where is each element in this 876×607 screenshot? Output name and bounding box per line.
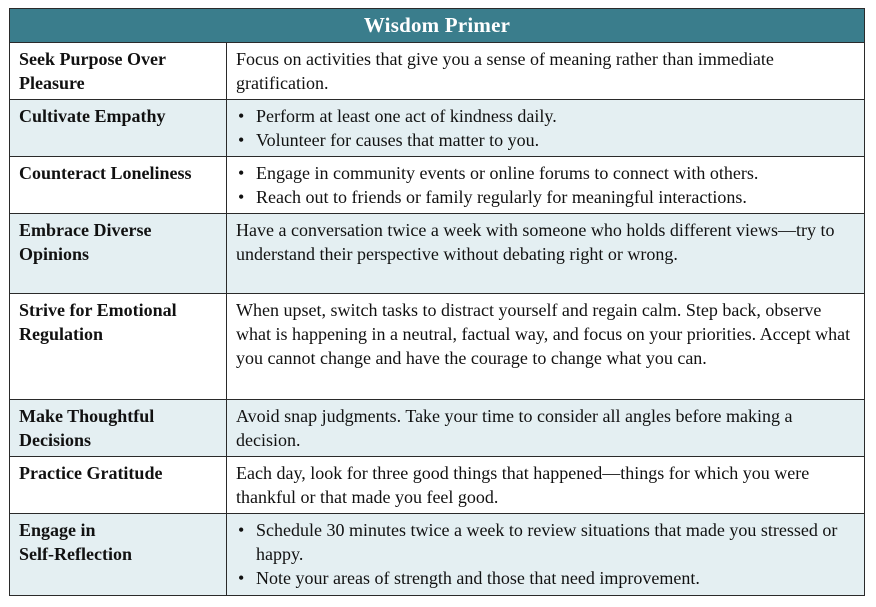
- row-description: Avoid snap judgments. Take your time to consider all angles before making a decision.: [236, 406, 793, 450]
- bullet-item: • Reach out to friends or family regularly for meaningful interactions.: [238, 187, 747, 207]
- table-row: [10, 457, 864, 514]
- row-description: Each day, look for three good things that happened—things for which you were thankful or that made you feel good.: [236, 463, 810, 507]
- row-description: [227, 100, 864, 156]
- row-label: Make Thoughtful Decisions: [10, 400, 227, 456]
- table-title: Wisdom Primer: [363, 13, 511, 37]
- bullet-icon: •: [238, 520, 245, 540]
- bullet-item: • Volunteer for causes that matter to you.: [238, 130, 540, 150]
- table-row: [10, 43, 864, 100]
- row-label: Strive for Emotional Regulation: [10, 294, 227, 399]
- bullet-item: • Note your areas of strength and those that need improvement.: [238, 568, 700, 588]
- table-row: [10, 214, 864, 294]
- row-description: Have a conversation twice a week with someone who holds different views—try to understand their perspective without debating right or wrong.: [236, 220, 835, 264]
- bullet-item: • Engage in community events or online forums to connect with others.: [238, 163, 759, 183]
- row-description: When upset, switch tasks to distract yourself and regain calm. Step back, observe what is happening in a neutral, factual way, and focus on your priorities. Accept what you cannot change and have the courage to change what you can.: [236, 300, 851, 368]
- row-label: Counteract Loneliness: [10, 157, 227, 213]
- wisdom-primer-table: [9, 8, 865, 596]
- row-label: Seek Purpose Over Pleasure: [10, 43, 227, 99]
- table-row: [10, 157, 864, 214]
- table-row: [10, 400, 864, 457]
- table-row: [10, 294, 864, 400]
- row-label: Cultivate Empathy: [10, 100, 227, 156]
- row-description: [227, 514, 864, 595]
- bullet-icon: •: [238, 568, 245, 588]
- row-description: [227, 157, 864, 213]
- table-row: [10, 100, 864, 157]
- row-label: Practice Gratitude: [10, 457, 227, 513]
- bullet-icon: •: [238, 106, 245, 126]
- row-label: Embrace Diverse Opinions: [10, 214, 227, 293]
- row-label: Engage in Self-Reflection: [10, 514, 227, 595]
- bullet-icon: •: [238, 187, 245, 207]
- bullet-item: • Schedule 30 minutes twice a week to review situations that made you stressed or happy.: [238, 520, 838, 564]
- table-row: [10, 514, 864, 595]
- table-title-bar: [10, 9, 864, 43]
- row-description: Focus on activities that give you a sense of meaning rather than immediate gratification.: [236, 49, 774, 93]
- bullet-icon: •: [238, 130, 245, 150]
- bullet-icon: •: [238, 163, 245, 183]
- bullet-item: • Perform at least one act of kindness daily.: [238, 106, 557, 126]
